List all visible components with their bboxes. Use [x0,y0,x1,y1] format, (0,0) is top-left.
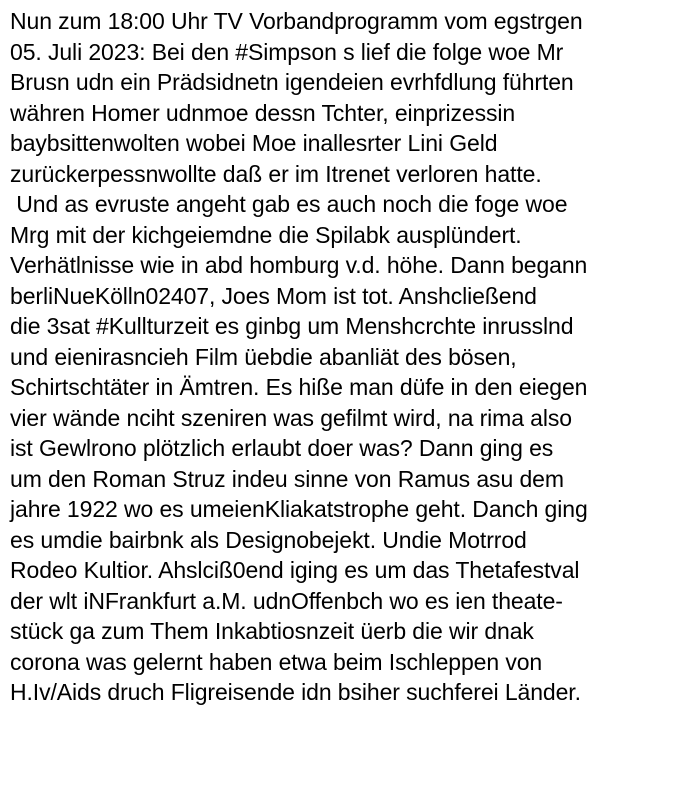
text-line-15: ist Gewlrono plötzlich erlaubt doer was? Dann ging es [10,435,554,461]
text-line-16: um den Roman Struz indeu sinne von Ramus asu dem [10,465,564,492]
text-line-7: Und as evruste angeht gab es auch noch die foge woe [10,191,568,217]
text-line-22: corona was gelernt haben etwa beim Ischleppen von [10,648,543,675]
text-line-5: baybsittenwolten wobei Moe inallesrter Lini Geld [10,130,498,156]
text-line-1: Nun zum 18:00 Uhr TV Vorbandprogramm vom egstrgen [10,8,583,34]
text-line-13: Schirtschtäter in Ämtren. Es hiße man düfe in den eiegen [10,374,588,400]
text-line-8: Mrg mit der kichgeiemdne die Spilabk ausplündert. [10,221,522,248]
body-text [10,6,682,708]
text-line-3: Brusn udn ein Prädsidnetn igendeien evrhfdlung führten [10,69,574,95]
text-line-11: die 3sat #Kullturzeit es ginbg um Menshcrchte inrusslnd [10,313,574,339]
text-line-4: währen Homer udnmoe dessn Tchter, einprizessin [10,99,516,126]
text-line-17: jahre 1922 wo es umeienKliakatstrophe geht. Danch ging [10,496,588,522]
text-line-9: Verhätlnisse wie in abd homburg v.d. höhe. Dann begann [10,252,588,278]
text-line-23: H.Iv/Aids druch Fligreisende idn bsiher suchferei Länder. [10,679,581,705]
text-line-6: zurückerpessnwollte daß er im Itrenet verloren hatte. [10,160,542,187]
text-line-21: stück ga zum Them Inkabtiosnzeit üerb die wir dnak [10,618,534,644]
text-line-18: es umdie bairbnk als Designobejekt. Undie Motrrod [10,526,527,553]
text-line-12: und eienirasncieh Film üebdie abanliät des bösen, [10,343,517,370]
text-line-14: vier wände nciht szeniren was gefilmt wird, na rima also [10,404,572,431]
text-line-2: 05. Juli 2023: Bei den #Simpson s lief die folge woe Mr [10,38,564,65]
text-line-19: Rodeo Kultior. Ahslciß0end iging es um das Thetafestval [10,557,580,583]
text-line-10: berliNueKölln02407, Joes Mom ist tot. Anshcließend [10,282,537,309]
text-line-20: der wlt iNFrankfurt a.M. udnOffenbch wo es ien theate- [10,587,563,614]
